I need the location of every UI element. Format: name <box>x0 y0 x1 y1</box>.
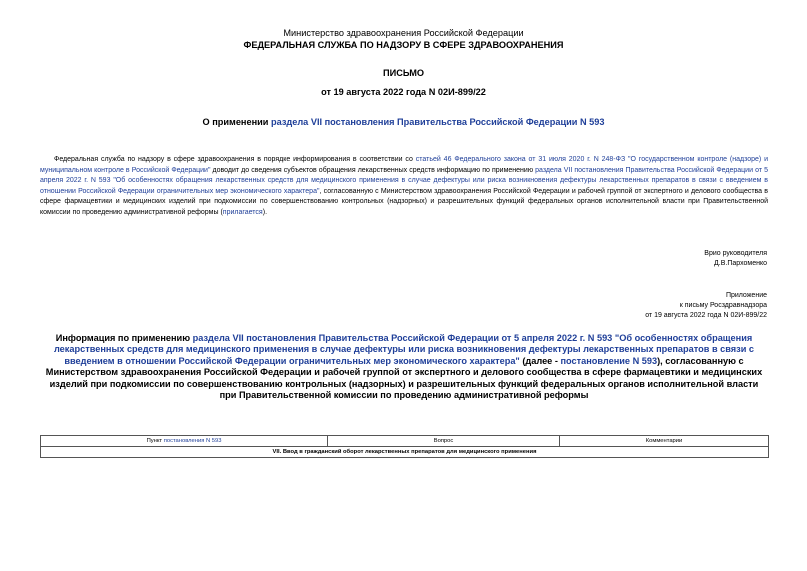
document-type: ПИСЬМО <box>382 68 425 78</box>
ministry-name: Министерство здравоохранения Российской Федерации <box>283 28 524 38</box>
signature-block <box>704 249 767 269</box>
info-text-2: (далее - <box>519 355 561 366</box>
service-name: ФЕДЕРАЛЬНАЯ СЛУЖБА ПО НАДЗОРУ В СФЕРЕ ЗДРАВООХРАНЕНИЯ <box>243 40 564 50</box>
table-header-row <box>41 436 769 447</box>
info-resolution-link[interactable]: раздела VII постановления Правительства Российской Федерации от 5 апреля 2022 г. N 593 "Об особенностях обращения лекарственных средств для медицинского применения в случае дефектуры или риска возникновения дефектуры лекарственных препаратов в связи с введением в отношении Российской Федерации ограничительных мер экономического характера" <box>53 333 755 366</box>
questions-table <box>40 435 769 458</box>
table-header-clause <box>41 436 328 447</box>
subject-prefix: О применении <box>202 117 271 127</box>
body-text-3: , согласованную с Министерством здравоохранения Российской Федерации и рабочей группой от экспертного и делового сообщества в сфере фармацевтики и медицинских изделий при подкомиссии по совершенствованию контрольных (надзорных) и разрешительных функций федеральных органов исполнительной власти при Правительственной комиссии по проведению административной реформы ( <box>40 187 769 216</box>
table-row <box>41 447 769 458</box>
document-date: от 19 августа 2022 года N 02И-899/22 <box>321 87 486 97</box>
info-text-1: Информация по применению <box>55 333 193 343</box>
info-short-link[interactable]: постановление N 593 <box>560 355 658 366</box>
table-header-comments: Комментарии <box>560 436 769 447</box>
document-subject <box>0 117 807 128</box>
signer-name: Д.В.Пархоменко <box>714 260 767 267</box>
appendix-date: от 19 августа 2022 года N 02И-899/22 <box>645 312 767 319</box>
signer-position: Врио руководителя <box>704 250 767 257</box>
body-text-1: Федеральная служба по надзору в сфере здравоохранения в порядке информирования в соответствии со <box>54 156 416 163</box>
table-section-row: VII. Ввод в гражданский оборот лекарственных препаратов для медицинского применения <box>41 447 769 458</box>
appendix-label: Приложение <box>725 292 767 299</box>
attached-link[interactable]: прилагается <box>222 208 263 216</box>
information-title <box>40 333 768 401</box>
clause-link[interactable]: постановления N 593 <box>163 438 222 444</box>
law-article-link[interactable]: статьей 46 Федерального закона от 31 июля 2020 г. N 248-ФЗ "О государственном контроле (надзоре) и муниципальном контроле в Российской Федерации" <box>40 156 768 174</box>
info-text-3: ), согласованную с Министерством здравоохранения Российской Федерации и рабочей группой от экспертного и делового сообщества в сфере фармацевтики и медицинских изделий при подкомиссии по совершенствованию контрольных (надзорных) и разрешительных функций федеральных органов исполнительной власти при Правительственной комиссии по проведению административной реформы <box>45 355 763 401</box>
body-paragraph <box>40 155 768 219</box>
appendix-to-letter: к письму Росздравнадзора <box>679 302 767 309</box>
resolution-section-link[interactable]: раздела VII постановления Правительства Российской Федерации от 5 апреля 2022 г. N 593 "Об особенностях обращения лекарственных средств для медицинского применения в случае дефектуры или риска возникновения дефектуры лекарственных препаратов в связи с введением в отношении Российской Федерации ограничительных мер экономического характера" <box>40 166 768 195</box>
subject-link[interactable]: раздела VII постановления Правительства Российской Федерации N 593 <box>271 117 605 127</box>
body-text-2: доводит до сведения субъектов обращения лекарственных средств информацию по применению <box>210 166 536 174</box>
clause-prefix: Пункт <box>146 438 164 444</box>
appendix-block <box>645 291 767 321</box>
table-header-question: Вопрос <box>328 436 560 447</box>
body-text-4: ). <box>262 208 268 216</box>
